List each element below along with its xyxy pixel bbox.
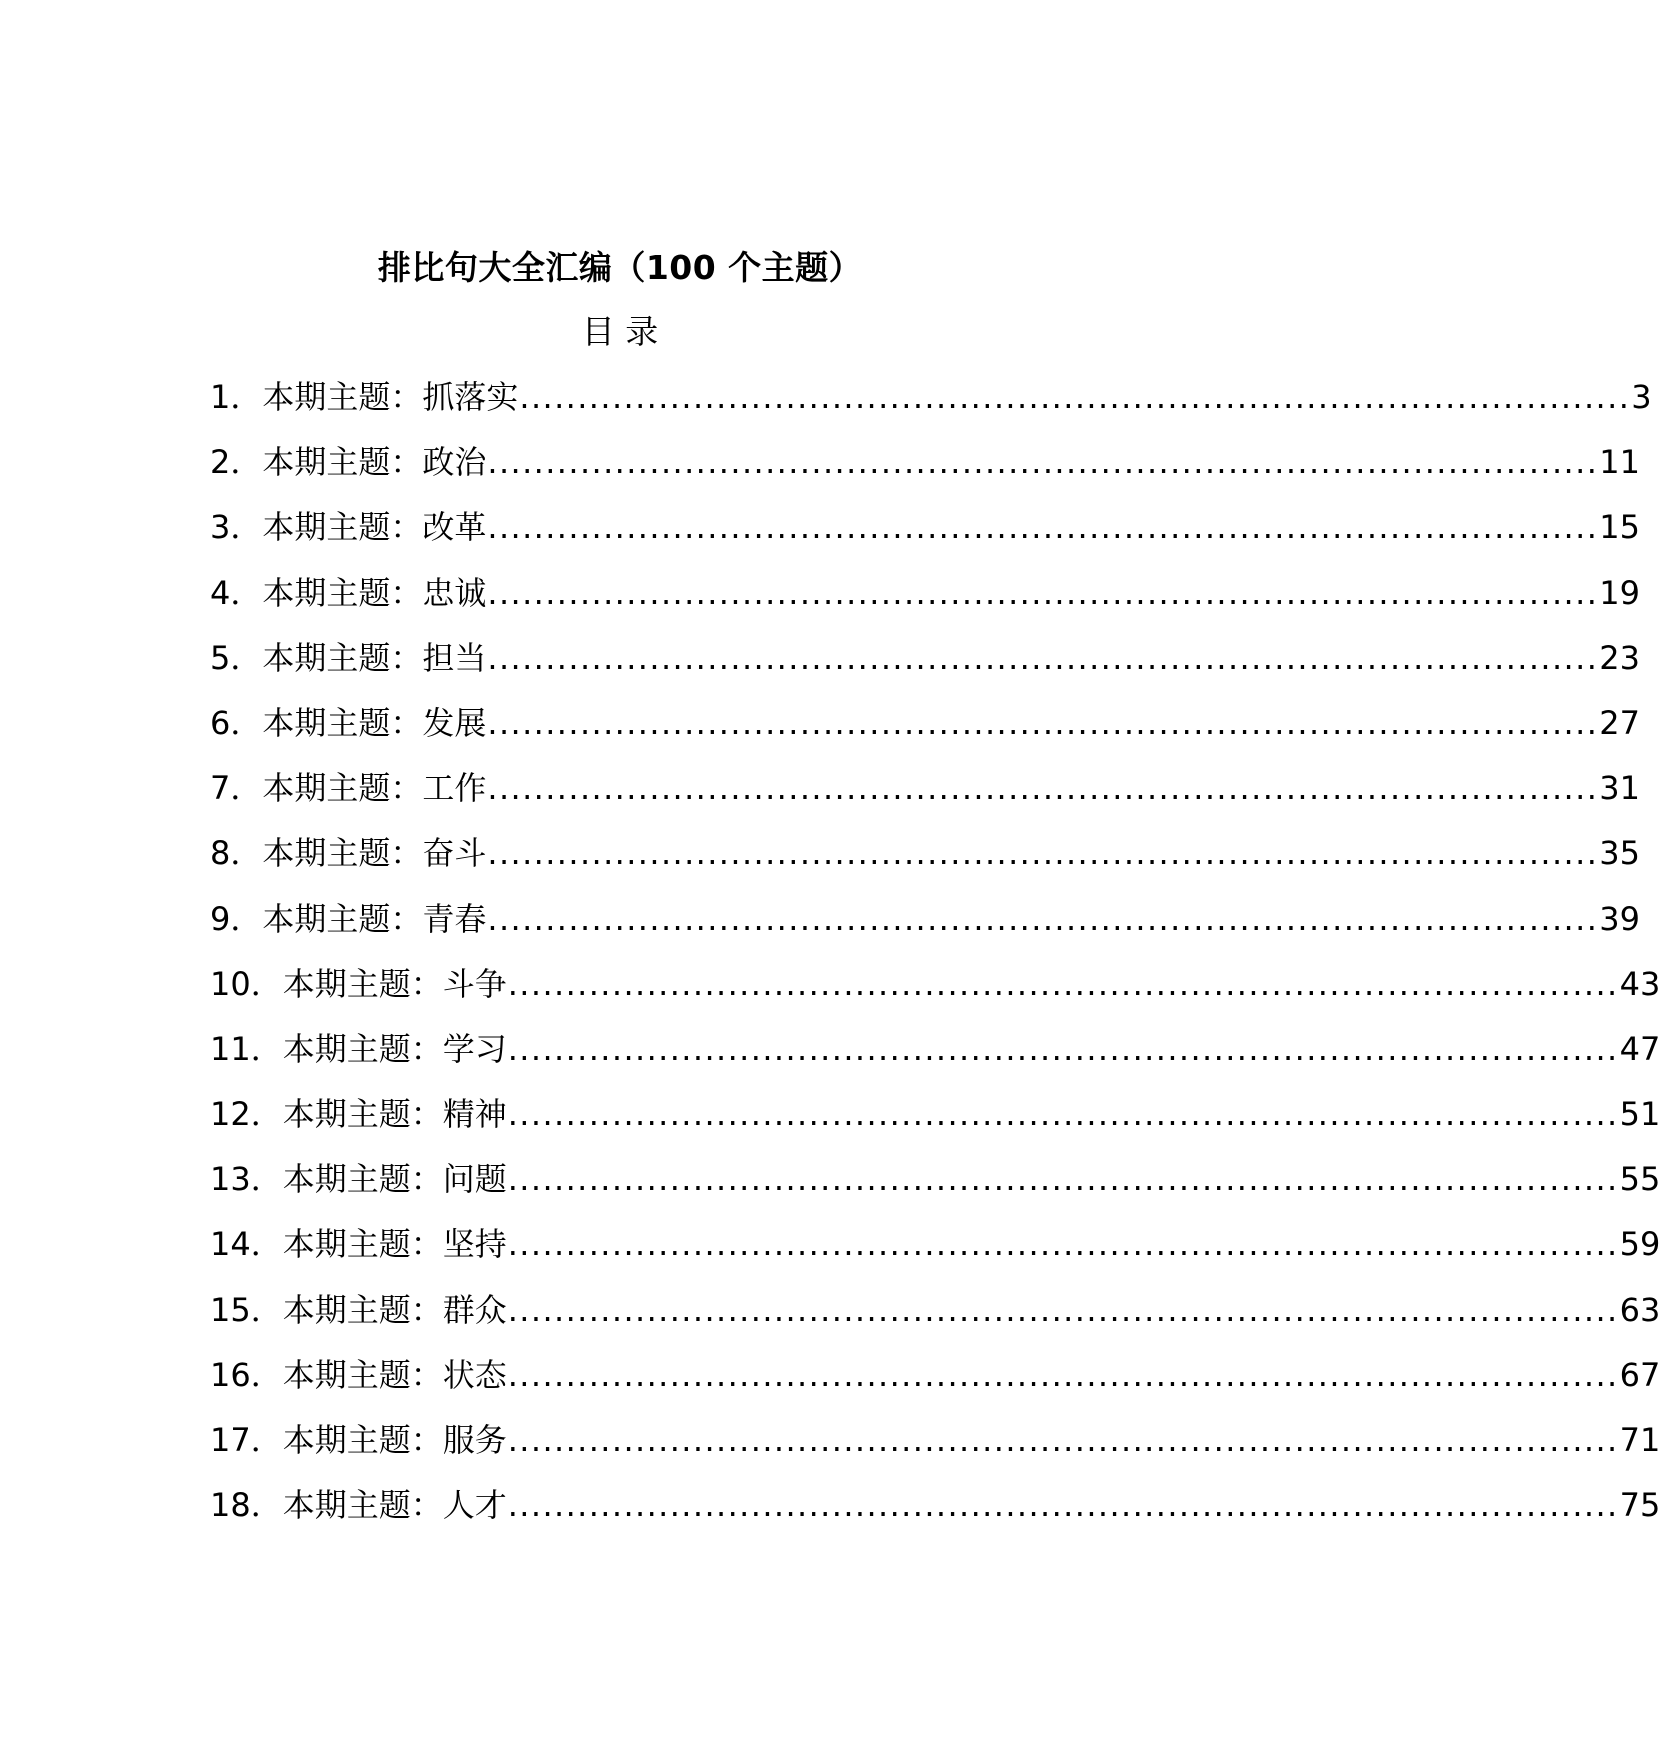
toc-entry-label: 6．本期主题：发展	[210, 703, 487, 742]
toc-page-number: 51	[1619, 1095, 1660, 1134]
toc-entry[interactable]	[210, 372, 1652, 437]
toc-entry[interactable]	[210, 1219, 1660, 1284]
toc-page-number: 31	[1599, 769, 1640, 808]
toc-dot-leader: ................................................................................................	[507, 1029, 1619, 1068]
toc-entry-label: 18．本期主题：人才	[210, 1486, 507, 1525]
toc-entry-label: 16．本期主题：状态	[210, 1355, 507, 1394]
document-title: 排比句大全汇编（100 个主题）	[377, 248, 863, 287]
toc-page-number: 59	[1619, 1225, 1660, 1264]
toc-entry-label: 10．本期主题：斗争	[210, 964, 507, 1003]
toc-page-number: 71	[1619, 1421, 1660, 1459]
toc-entry[interactable]	[210, 763, 1640, 828]
toc-entry-label: 3．本期主题：改革	[210, 508, 487, 547]
toc-entry-label: 2．本期主题：政治	[210, 443, 487, 482]
toc-dot-leader: ................................................................................................	[487, 443, 1599, 482]
toc-page-number: 15	[1599, 508, 1640, 547]
toc-dot-leader: ................................................................................................	[507, 1290, 1619, 1329]
toc-heading: 目 录	[581, 312, 659, 351]
toc-dot-leader: ................................................................................................	[507, 964, 1619, 1003]
toc-entry-label: 8．本期主题：奋斗	[210, 834, 487, 873]
toc-page-number: 55	[1619, 1160, 1660, 1199]
toc-page-number: 75	[1619, 1486, 1660, 1525]
toc-entry-label: 7．本期主题：工作	[210, 769, 487, 808]
toc-entry[interactable]	[210, 1285, 1660, 1350]
toc-page-number: 11	[1599, 443, 1640, 482]
table-of-contents	[210, 372, 1660, 1545]
toc-entry-label: 1．本期主题：抓落实	[210, 378, 519, 416]
toc-page-number: 3	[1631, 378, 1652, 416]
toc-entry[interactable]	[210, 894, 1640, 959]
toc-dot-leader: ................................................................................................	[487, 834, 1599, 873]
toc-page-number: 43	[1619, 964, 1660, 1003]
toc-entry-label: 4．本期主题：忠诚	[210, 573, 487, 612]
toc-dot-leader: ................................................................................................	[487, 573, 1599, 612]
toc-entry-label: 15．本期主题：群众	[210, 1290, 507, 1329]
toc-entry[interactable]	[210, 828, 1640, 893]
toc-entry-label: 12．本期主题：精神	[210, 1095, 507, 1134]
toc-entry[interactable]	[210, 1350, 1660, 1415]
toc-dot-leader: ................................................................................................	[487, 638, 1599, 677]
toc-dot-leader: ................................................................................................	[487, 769, 1599, 808]
toc-page-number: 47	[1619, 1029, 1660, 1068]
toc-entry[interactable]	[210, 1154, 1660, 1219]
toc-entry[interactable]	[210, 568, 1640, 633]
toc-entry[interactable]	[210, 1415, 1660, 1480]
toc-entry[interactable]	[210, 959, 1660, 1024]
toc-page-number: 63	[1619, 1290, 1660, 1329]
toc-entry-label: 13．本期主题：问题	[210, 1160, 507, 1199]
toc-page-number: 39	[1599, 899, 1640, 938]
toc-entry[interactable]	[210, 698, 1640, 763]
toc-dot-leader: ................................................................................................	[507, 1095, 1619, 1134]
toc-page-number: 27	[1599, 703, 1640, 742]
toc-dot-leader: ................................................................................................	[507, 1421, 1619, 1459]
toc-entry[interactable]	[210, 633, 1640, 698]
toc-dot-leader: ................................................................................................	[507, 1486, 1619, 1525]
toc-entry-label: 9．本期主题：青春	[210, 899, 487, 938]
toc-dot-leader: ................................................................................................	[487, 899, 1599, 938]
toc-dot-leader: ................................................................................................	[507, 1160, 1619, 1199]
toc-entry[interactable]	[210, 1024, 1660, 1089]
toc-dot-leader: ................................................................................................	[487, 508, 1599, 547]
toc-entry[interactable]	[210, 1480, 1660, 1545]
toc-page-number: 19	[1599, 573, 1640, 612]
toc-page-number: 67	[1619, 1355, 1660, 1394]
toc-entry-label: 14．本期主题：坚持	[210, 1225, 507, 1264]
toc-dot-leader: ................................................................................................	[519, 378, 1631, 416]
toc-entry-label: 5．本期主题：担当	[210, 638, 487, 677]
toc-entry[interactable]	[210, 1089, 1660, 1154]
toc-entry[interactable]	[210, 502, 1640, 567]
toc-dot-leader: ................................................................................................	[507, 1225, 1619, 1264]
toc-page-number: 35	[1599, 834, 1640, 873]
toc-entry-label: 17．本期主题：服务	[210, 1421, 507, 1459]
toc-dot-leader: ................................................................................................	[507, 1355, 1619, 1394]
toc-dot-leader: ................................................................................................	[487, 703, 1599, 742]
toc-entry-label: 11．本期主题：学习	[210, 1029, 507, 1068]
toc-entry[interactable]	[210, 437, 1640, 502]
toc-page-number: 23	[1599, 638, 1640, 677]
